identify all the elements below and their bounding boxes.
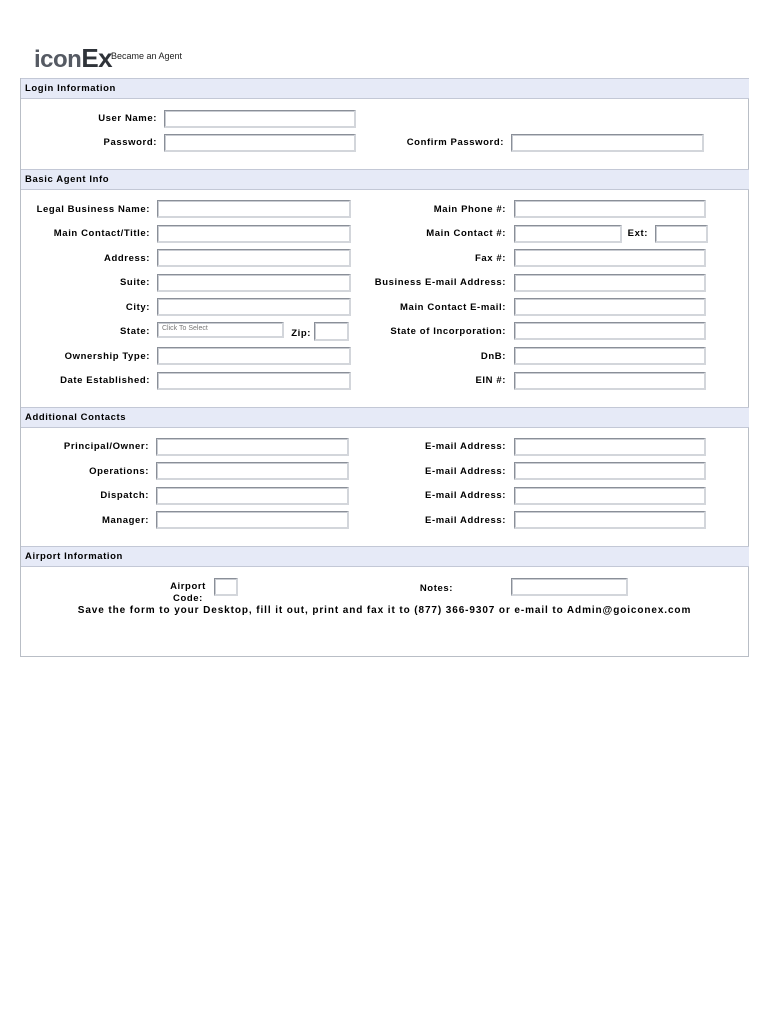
notes-input[interactable] xyxy=(511,578,628,596)
manager-label: Manager: xyxy=(101,515,149,526)
ext-input[interactable] xyxy=(655,225,708,243)
manager-email-input[interactable] xyxy=(514,511,706,529)
dispatch-label: Dispatch: xyxy=(100,490,149,501)
dnb-input[interactable] xyxy=(514,347,706,365)
principal-owner-label: Principal/Owner: xyxy=(63,441,149,452)
manager-input[interactable] xyxy=(156,511,349,529)
zip-input[interactable] xyxy=(314,322,349,341)
operations-input[interactable] xyxy=(156,462,349,480)
ownership-type-label: Ownership Type: xyxy=(64,351,150,362)
main-phone-input[interactable] xyxy=(514,200,706,218)
state-of-incorporation-input[interactable] xyxy=(514,322,706,340)
main-contact-title-input[interactable] xyxy=(157,225,351,243)
airport-code-label-line1: Airport xyxy=(170,581,206,592)
address-label: Address: xyxy=(104,253,150,264)
ownership-type-input[interactable] xyxy=(157,347,351,365)
main-phone-label: Main Phone #: xyxy=(433,204,506,215)
section-title-airport: Airport Information xyxy=(25,551,123,562)
notes-label: Notes: xyxy=(419,583,453,594)
airport-code-label xyxy=(168,581,208,605)
business-email-input[interactable] xyxy=(514,274,706,292)
operations-email-input[interactable] xyxy=(514,462,706,480)
section-header-contacts xyxy=(21,407,749,428)
confirm-password-input[interactable] xyxy=(511,134,704,152)
password-label: Password: xyxy=(103,137,157,148)
city-input[interactable] xyxy=(157,298,351,316)
dispatch-email-input[interactable] xyxy=(514,487,706,505)
operations-email-label: E-mail Address: xyxy=(425,466,506,477)
user-name-label: User Name: xyxy=(98,113,157,124)
section-title-basic: Basic Agent Info xyxy=(25,174,110,185)
address-input[interactable] xyxy=(157,249,351,267)
main-contact-email-input[interactable] xyxy=(514,298,706,316)
user-name-input[interactable] xyxy=(164,110,356,128)
date-established-input[interactable] xyxy=(157,372,351,390)
date-established-label: Date Established: xyxy=(60,375,150,386)
main-contact-title-label: Main Contact/Title: xyxy=(53,228,150,239)
operations-label: Operations: xyxy=(89,466,149,477)
airport-code-input[interactable] xyxy=(214,578,238,596)
fax-input[interactable] xyxy=(514,249,706,267)
suite-label: Suite: xyxy=(120,277,150,288)
section-header-airport xyxy=(21,546,749,567)
submission-instructions: Save the form to your Desktop, fill it out, print and fax it to (877) 366-9307 or e-mail to Admin@goiconex.com xyxy=(77,605,692,616)
section-header-login xyxy=(21,78,749,99)
confirm-password-label: Confirm Password: xyxy=(406,137,504,148)
fax-label: Fax #: xyxy=(474,253,506,264)
main-contact-email-label: Main Contact E-mail: xyxy=(400,302,506,313)
ein-input[interactable] xyxy=(514,372,706,390)
logo-text-ex: Ex xyxy=(81,43,113,73)
section-title-login: Login Information xyxy=(25,83,116,94)
manager-email-label: E-mail Address: xyxy=(425,515,506,526)
airport-code-label-line2: Code: xyxy=(173,593,203,604)
principal-owner-input[interactable] xyxy=(156,438,349,456)
section-title-contacts: Additional Contacts xyxy=(25,412,127,423)
dnb-label: DnB: xyxy=(480,351,506,362)
iconex-logo xyxy=(34,44,112,74)
logo-text: icon xyxy=(34,46,82,73)
principal-email-input[interactable] xyxy=(514,438,706,456)
legal-business-name-input[interactable] xyxy=(157,200,351,218)
principal-email-label: E-mail Address: xyxy=(425,441,506,452)
password-input[interactable] xyxy=(164,134,356,152)
form-frame xyxy=(20,78,749,657)
ein-label: EIN #: xyxy=(475,375,506,386)
dispatch-input[interactable] xyxy=(156,487,349,505)
section-header-basic xyxy=(21,169,749,190)
ext-label: Ext: xyxy=(627,228,648,239)
legal-business-name-label: Legal Business Name: xyxy=(36,204,150,215)
zip-label: Zip: xyxy=(291,328,311,339)
business-email-label: Business E-mail Address: xyxy=(374,277,506,288)
state-of-incorporation-label: State of Incorporation: xyxy=(390,326,506,337)
page-tagline: Became an Agent xyxy=(111,51,183,61)
suite-input[interactable] xyxy=(157,274,351,292)
state-select-placeholder: Click To Select xyxy=(162,325,208,332)
city-label: City: xyxy=(125,302,150,313)
dispatch-email-label: E-mail Address: xyxy=(425,490,506,501)
main-contact-number-label: Main Contact #: xyxy=(426,228,506,239)
state-label: State: xyxy=(120,326,150,337)
main-contact-number-input[interactable] xyxy=(514,225,622,243)
state-select[interactable] xyxy=(157,322,284,338)
